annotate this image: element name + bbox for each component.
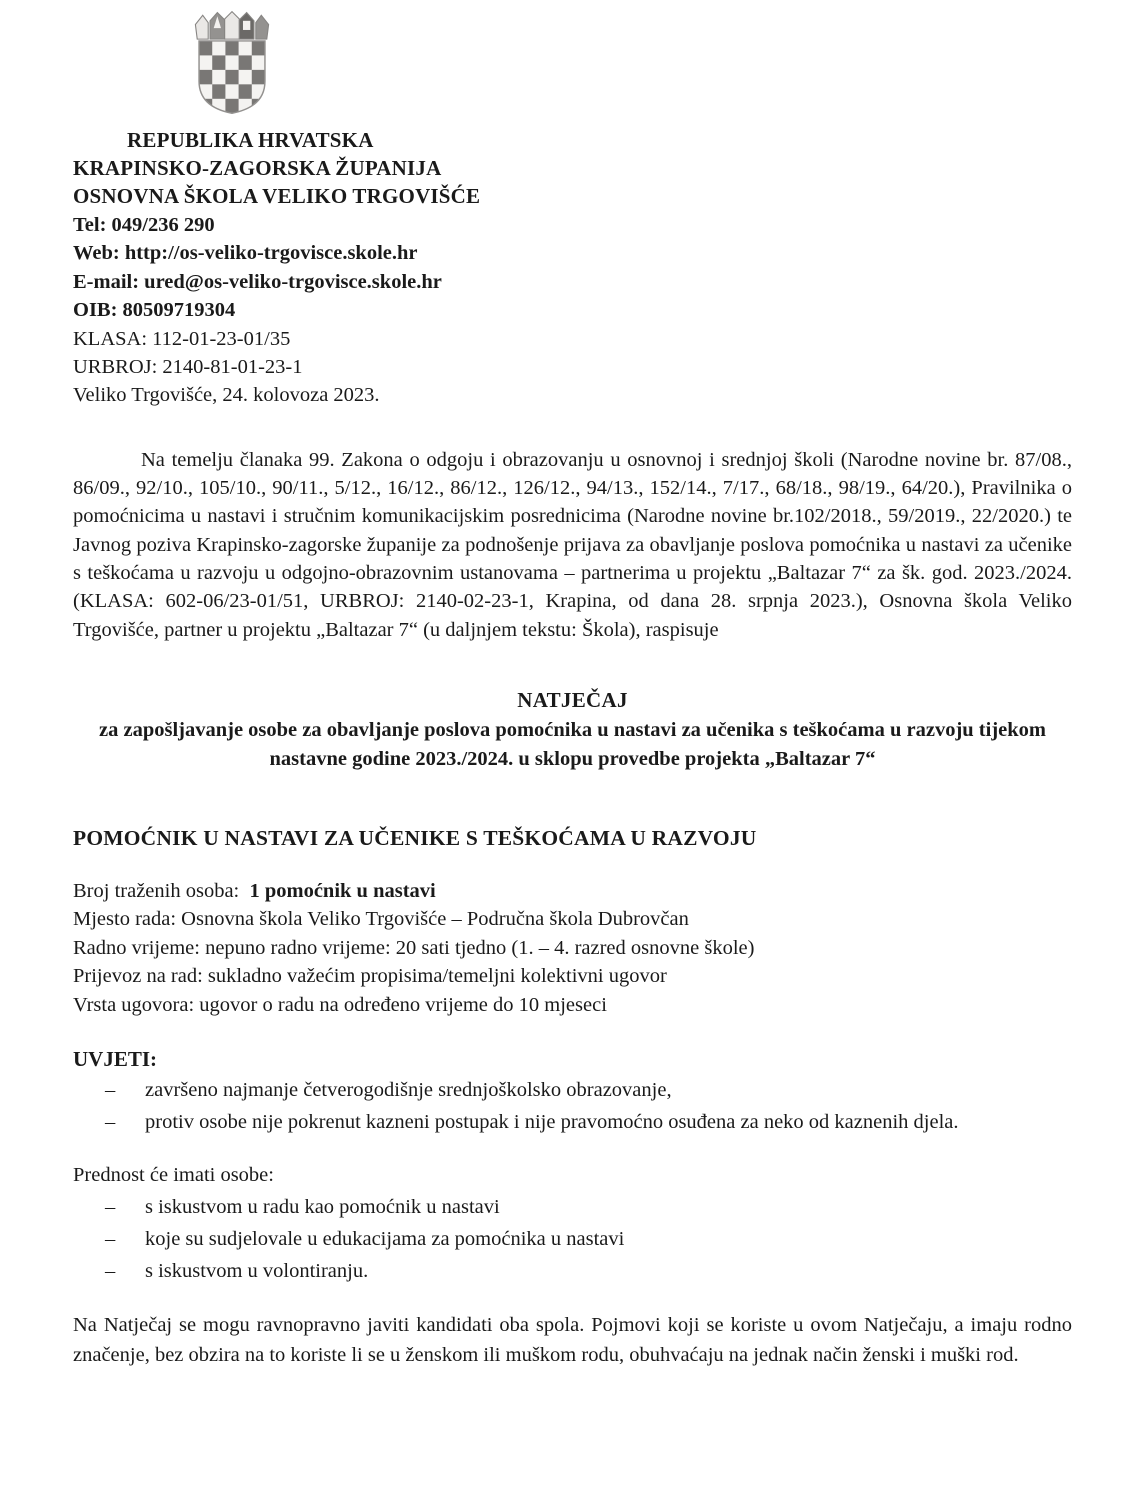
prednost-item-text: s iskustvom u volontiranju. [145, 1260, 369, 1283]
dash-marker: – [105, 1196, 116, 1219]
oib-line: OIB: 80509719304 [73, 299, 236, 322]
prednost-item-text: koje su sudjelovale u edukacijama za pomoćnika u nastavi [145, 1228, 625, 1251]
list-item [73, 1193, 1072, 1222]
prednost-heading: Prednost će imati osobe: [73, 1164, 274, 1187]
notice-subtitle: za zapošljavanje osobe za obavljanje poslova pomoćnika u nastavi za učenika s teškoćama u razvoju tijekom nastavne godine 2023./2024. u sklopu provedbe projekta „Baltazar 7“ [99, 718, 1046, 770]
detail-broj [73, 877, 1072, 906]
notice-heading [73, 686, 1072, 774]
phone-line: Tel: 049/236 290 [73, 214, 215, 236]
email-line: E-mail: ured@os-veliko-trgovisce.skole.hr [73, 270, 442, 293]
prednost-item-text: s iskustvom u radu kao pomoćnik u nastavi [145, 1196, 500, 1219]
job-details [73, 877, 1072, 1020]
croatia-coat-of-arms-icon [185, 8, 279, 116]
dash-marker: – [105, 1260, 116, 1283]
web-line: Web: http://os-veliko-trgovisce.skole.hr [73, 242, 418, 265]
urbroj-line: URBROJ: 2140-81-01-23-1 [73, 356, 303, 379]
klasa-line: KLASA: 112-01-23-01/35 [73, 327, 291, 350]
detail-radno-vrijeme: Radno vrijeme: nepuno radno vrijeme: 20 sati tjedno (1. – 4. razred osnovne škole) [73, 936, 755, 959]
detail-broj-value: 1 pomoćnik u nastavi [249, 879, 436, 902]
uvjeti-heading: UVJETI: [73, 1047, 158, 1072]
list-item [73, 1225, 1072, 1254]
dash-marker: – [105, 1079, 116, 1102]
list-item [73, 1076, 1072, 1105]
letterhead-school: OSNOVNA ŠKOLA VELIKO TRGOVIŠĆE [73, 184, 481, 208]
detail-broj-label: Broj traženih osoba: [73, 879, 240, 902]
letterhead-county: KRAPINSKO-ZAGORSKA ŽUPANIJA [73, 156, 442, 180]
letterhead-country: REPUBLIKA HRVATSKA [127, 128, 374, 152]
dash-marker: – [105, 1228, 116, 1251]
detail-prijevoz: Prijevoz na rad: sukladno važećim propisima/temeljni kolektivni ugovor [73, 965, 667, 988]
place-date-line: Veliko Trgovišće, 24. kolovoza 2023. [73, 384, 380, 407]
letterhead [73, 126, 1072, 210]
detail-mjesto: Mjesto rada: Osnovna škola Veliko Trgovišće – Područna škola Dubrovčan [73, 908, 689, 931]
detail-vrsta-ugovora: Vrsta ugovora: ugovor o radu na određeno vrijeme do 10 mjeseci [73, 993, 607, 1016]
contact-block [73, 211, 1072, 410]
uvjeti-item-text: završeno najmanje četverogodišnje srednjoškolsko obrazovanje, [145, 1079, 672, 1102]
intro-paragraph: Na temelju članaka 99. Zakona o odgoju i obrazovanju u osnovnoj i srednjoj školi (Narodne novine br. 87/08., 86/09., 92/10., 105/10., 90/11., 5/12., 16/12., 86/12., 126/12., 94/13., 152/14., 7/17., 68/18., 98/19., 64/20.), Pravilnika o pomoćnicima u nastavi i stručnim komunikacijskim posrednicima (Narodne novine br.102/2018., 59/2019., 22/2020.) te Javnog poziva Krapinsko-zagorske županije za podnošenje prijava za obavljanje poslova pomoćnika u nastavi za učenike s teškoćama u razvoju u odgojno-obrazovnim ustanovama – partnerima u projektu „Baltazar 7“ za šk. god. 2023./2024. (KLASA: 602-06/23-01/51, URBROJ: 2140-02-23-1, Krapina, od dana 28. srpnja 2023.), Osnovna škola Veliko Trgovišće, partner u projektu „Baltazar 7“ (u daljnjem tekstu: Škola), raspisuje [73, 448, 1072, 641]
dash-marker: – [105, 1111, 116, 1134]
list-item [73, 1257, 1072, 1286]
uvjeti-list [73, 1076, 1072, 1137]
list-item [73, 1108, 1072, 1137]
notice-title: NATJEČAJ [517, 687, 628, 712]
uvjeti-item-text: protiv osobe nije pokrenut kazneni postupak i nije pravomoćno osuđena za neko od kaznenih djela. [145, 1111, 959, 1134]
closing-paragraph: Na Natječaj se mogu ravnopravno javiti kandidati oba spola. Pojmovi koji se koriste u ovom Natječaju, a imaju rodno značenje, bez obzira na to koriste li se u ženskom ili muškom rodu, obuhvaćaju na jednak način ženski i muški rod. [73, 1314, 1072, 1367]
position-heading: POMOĆNIK U NASTAVI ZA UČENIKE S TEŠKOĆAMA U RAZVOJU [73, 825, 757, 850]
prednost-list [73, 1193, 1072, 1286]
